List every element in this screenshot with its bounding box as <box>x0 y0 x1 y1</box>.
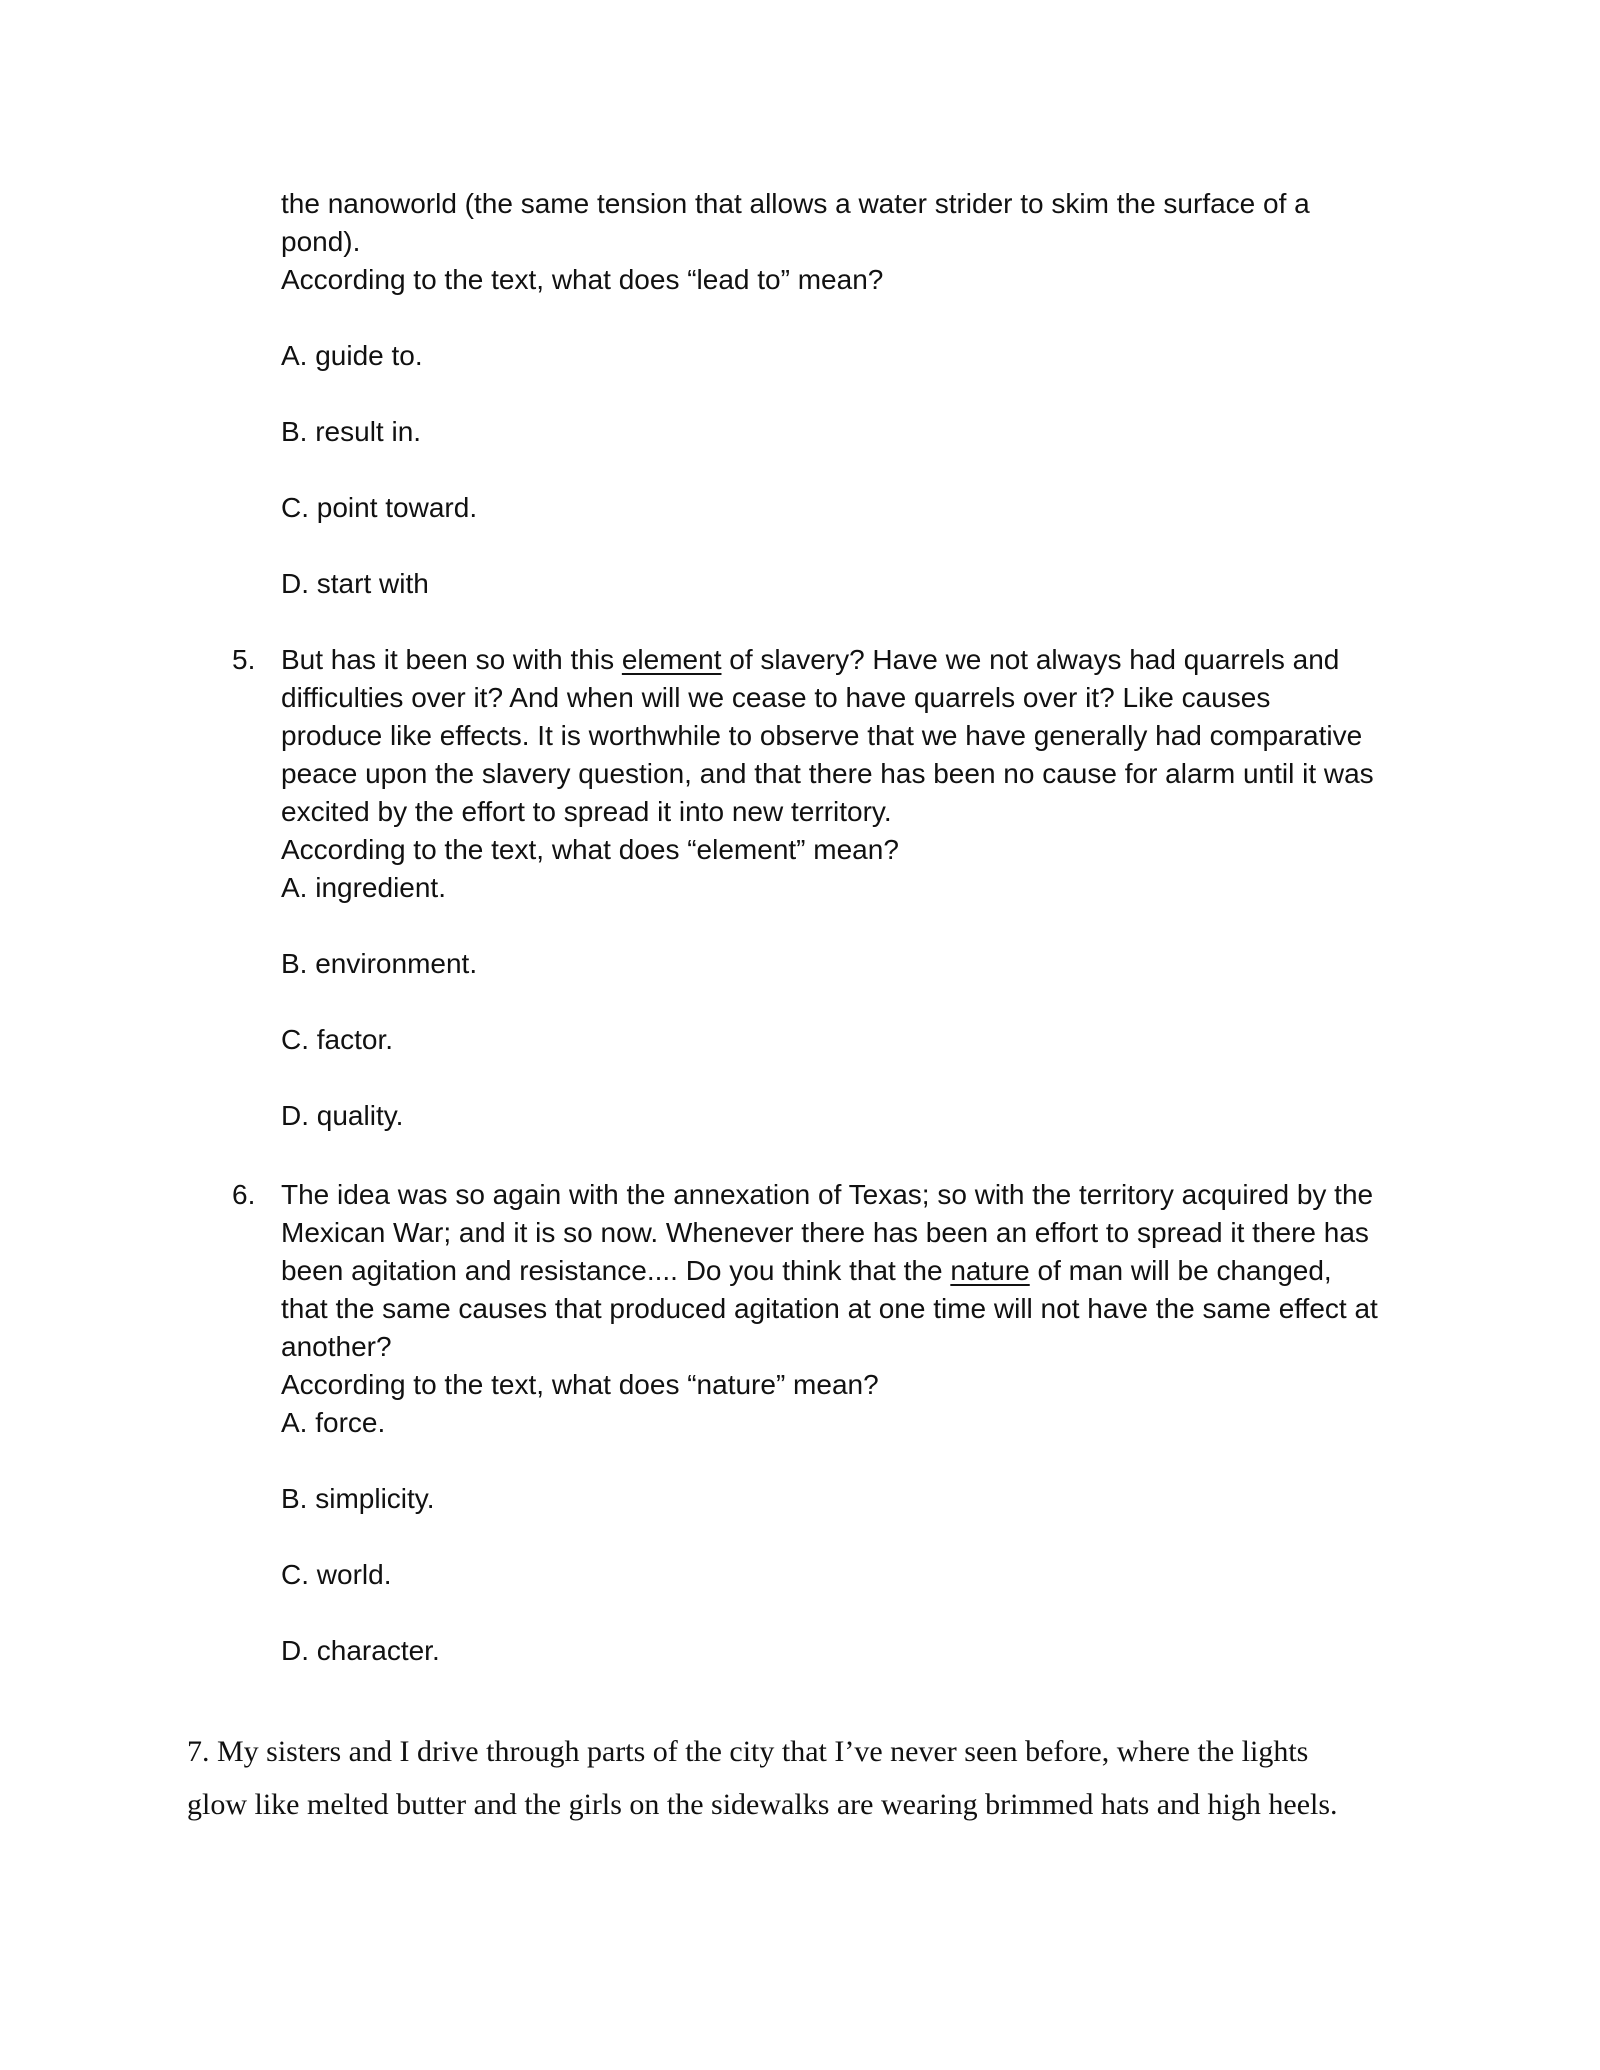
q4-passage-line-1: the nanoworld (the same tension that allows a water strider to skim the surface of a <box>281 188 1310 219</box>
q5-option-a: A. ingredient. <box>281 872 446 903</box>
q5-option-d: D. quality. <box>281 1100 404 1131</box>
q5-passage-line-4: peace upon the slavery question, and that there has been no cause for alarm until it was <box>281 758 1374 789</box>
q7-line-2: glow like melted butter and the girls on the sidewalks are wearing brimmed hats and high heels. <box>187 1788 1338 1821</box>
q4-passage-line-2: pond). <box>281 226 361 257</box>
q5-line1-after: of slavery? Have we not always had quarrels and <box>721 644 1340 675</box>
question-4 <box>281 185 1441 299</box>
q6-passage-line-3 <box>281 1252 1441 1290</box>
q6-passage-line-1: The idea was so again with the annexation of Texas; so with the territory acquired by the <box>281 1179 1374 1210</box>
q4-option-d: D. start with <box>281 568 429 599</box>
q6-question: According to the text, what does “nature” mean? <box>281 1369 879 1400</box>
q5-option-b: B. environment. <box>281 948 478 979</box>
q5-line1-before: But has it been so with this <box>281 644 622 675</box>
question-5 <box>281 641 1441 1135</box>
q7-line-1: 7. My sisters and I drive through parts of the city that I’ve never seen before, where the lights <box>187 1735 1309 1768</box>
q5-underlined-word: element <box>621 644 722 675</box>
q6-number: 6. <box>232 1179 256 1210</box>
q5-passage-line-2: difficulties over it? And when will we cease to have quarrels over it? Like causes <box>281 682 1271 713</box>
q6-option-b: B. simplicity. <box>281 1483 435 1514</box>
q6-passage-line-4: that the same causes that produced agitation at one time will not have the same effect at <box>281 1293 1378 1324</box>
q5-passage-line-5: excited by the effort to spread it into new territory. <box>281 796 892 827</box>
q5-option-c: C. factor. <box>281 1024 394 1055</box>
q4-question: According to the text, what does “lead to” mean? <box>281 264 884 295</box>
q6-line3-before: been agitation and resistance.... Do you think that the <box>281 1255 951 1286</box>
question-7 <box>187 1725 1447 1831</box>
q5-passage-line-3: produce like effects. It is worthwhile to observe that we have generally had comparative <box>281 720 1363 751</box>
q4-option-c: C. point toward. <box>281 492 478 523</box>
q4-option-a: A. guide to. <box>281 340 423 371</box>
q4-options <box>281 337 1441 603</box>
q5-number: 5. <box>232 644 256 675</box>
q6-line3-after: of man will be changed, <box>1029 1255 1332 1286</box>
q6-option-c: C. world. <box>281 1559 392 1590</box>
q4-option-b: B. result in. <box>281 416 422 447</box>
q6-passage-line-2: Mexican War; and it is so now. Whenever there has been an effort to spread it there has <box>281 1217 1369 1248</box>
q5-question: According to the text, what does “element” mean? <box>281 834 899 865</box>
q6-underlined-word: nature <box>950 1255 1030 1286</box>
q6-option-d: D. character. <box>281 1635 440 1666</box>
q6-passage-line-5: another? <box>281 1331 392 1362</box>
q6-option-a: A. force. <box>281 1407 386 1438</box>
question-6 <box>281 1176 1441 1670</box>
q5-passage-line-1 <box>281 641 1441 679</box>
